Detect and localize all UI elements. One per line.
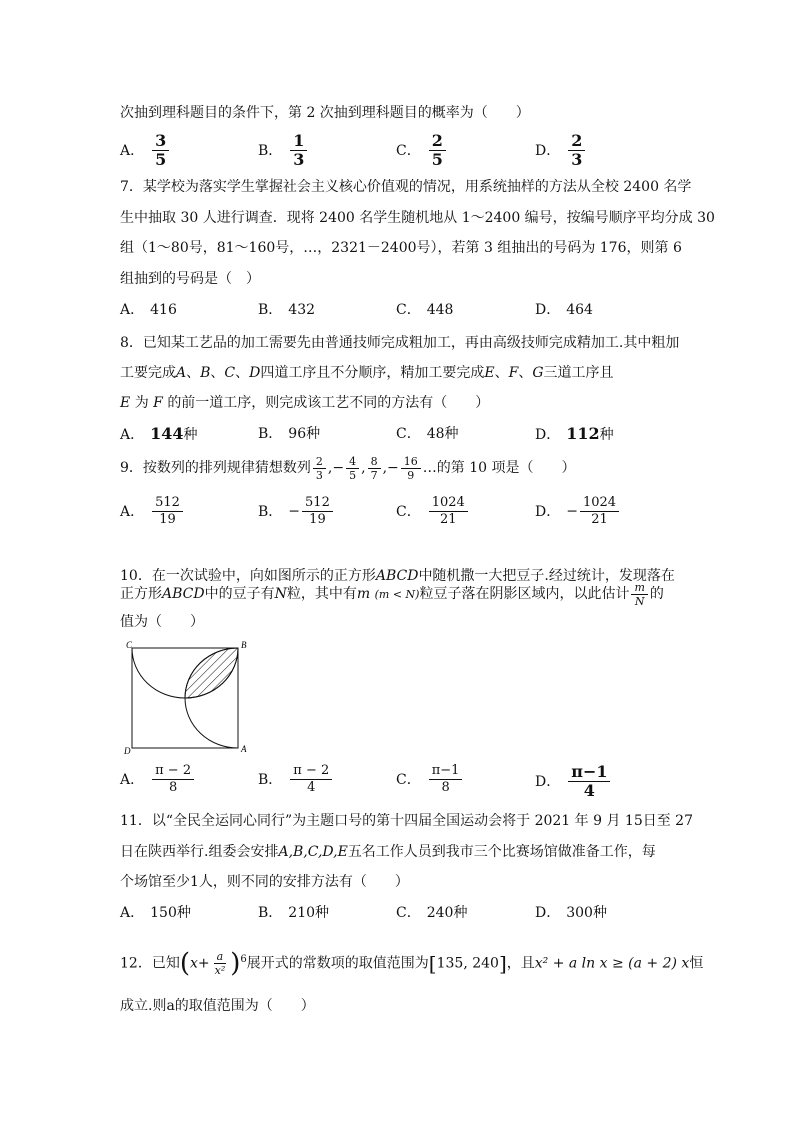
frac-num: 1024 (429, 495, 468, 512)
option-label: A． (120, 905, 145, 921)
q10-text: 粒，其中有 (286, 586, 357, 602)
q11-text: 日在陕西举行.组委会安排 (120, 844, 279, 860)
shaded-lens (185, 648, 238, 698)
q9-option-b[interactable] (258, 495, 335, 528)
q11-text: 五名工作人员到我市三个比赛场馆做准备工作，每 (347, 844, 656, 860)
q6-option-b[interactable] (258, 132, 309, 169)
q7-line-2: 生中抽取 30 人进行调查．现将 2400 名学生随机地从 1～2400 编号，按编号顺序平均分成 30 (120, 210, 715, 226)
q11-option-b[interactable] (258, 903, 329, 923)
plus: + (197, 955, 210, 972)
frac-den: 3 (293, 150, 305, 169)
option-num: 112 (566, 424, 600, 443)
vertex-a: A (241, 744, 247, 754)
var-f: F (153, 395, 163, 411)
frac-den: x² (214, 964, 226, 978)
q10-text: 粒豆子落在阴影区域内，以此估计 (419, 586, 630, 602)
option-text: 464 (566, 302, 593, 318)
q8-option-d[interactable] (535, 424, 614, 445)
q10-option-b[interactable] (258, 763, 334, 796)
q7-line-3: 组（1～80号，81～160号，…，2321－2400号），若第 3 组抽出的号码为 176，则第 6 (120, 240, 682, 256)
q7-option-a[interactable] (120, 300, 177, 320)
q8-text: 的前一道工序，则完成该工艺不同的方法有（ ） (167, 395, 490, 411)
frac-num: 2 (313, 455, 326, 469)
option-label: B． (258, 426, 283, 442)
frac-den: 5 (155, 150, 167, 169)
var-e: E (120, 395, 131, 411)
option-label: A． (120, 142, 145, 159)
option-label: D． (535, 142, 561, 159)
frac-den: 5 (431, 150, 443, 169)
q10-text: 10．在一次试验中，向如图所示的正方形 (120, 568, 376, 584)
paren-open: ( (179, 948, 190, 979)
sep: 、 (210, 365, 225, 381)
q8-line-2 (120, 363, 614, 383)
square-figure (118, 640, 258, 756)
frac-num: π − 2 (152, 763, 194, 780)
q8-option-a[interactable] (120, 424, 198, 445)
option-label: B． (258, 905, 283, 921)
q6-option-c[interactable] (396, 132, 448, 169)
frac-num: π−1 (429, 763, 463, 780)
q9-option-c[interactable] (396, 495, 470, 528)
option-label: B． (258, 503, 283, 520)
var-x: x (189, 955, 198, 972)
frac-den: 21 (439, 512, 457, 527)
q12-text: 展开式的常数项的取值范围为 (246, 955, 429, 972)
option-unit: 种 (444, 426, 459, 442)
q11-option-a[interactable] (120, 903, 191, 923)
q12-line-1 (120, 940, 703, 984)
q7-option-b[interactable] (258, 300, 315, 320)
option-label: C． (396, 302, 421, 318)
option-label: B． (258, 771, 283, 788)
frac-den: 8 (441, 780, 450, 795)
option-text: 432 (288, 302, 316, 318)
option-label: A． (120, 427, 145, 443)
option-label: C． (396, 426, 421, 442)
q8-text: 四道工序且不分顺序，精加工要完成 (260, 365, 485, 381)
option-unit: 种 (306, 426, 321, 442)
vertex-c: C (126, 640, 133, 650)
frac-den: 8 (168, 780, 178, 795)
q9-text: 9．按数列的排列规律猜想数列 (120, 460, 311, 476)
frac-num: 16 (401, 455, 421, 469)
option-text: 300种 (566, 905, 607, 921)
q12-text: ，且 (506, 955, 535, 972)
q11-line-2 (120, 842, 656, 862)
q7-line-1: 7．某学校为落实学生掌握社会主义核心价值观的情况，用系统抽样的方法从全校 2400 名学 (120, 179, 692, 195)
people: A,B,C,D,E (278, 844, 348, 860)
q10-text: 中的豆子有 (204, 586, 275, 602)
sep: 、 (518, 365, 533, 381)
frac-den: 21 (591, 512, 608, 527)
var-abcd: ABCD (162, 586, 205, 602)
q7-line-4: 组抽到的号码是（ ） (120, 271, 260, 287)
frac-den: 19 (159, 512, 176, 527)
seq-sign: , (361, 460, 366, 476)
frac-num: π − 2 (290, 763, 332, 780)
q6-option-d[interactable] (535, 132, 587, 169)
sep: 、 (186, 365, 201, 381)
q10-text: 正方形 (120, 586, 162, 602)
frac-den: 4 (583, 781, 595, 800)
bracket-open: [ (428, 951, 437, 976)
q10-option-a[interactable] (120, 763, 196, 796)
var-abcd: ABCD (375, 568, 419, 584)
inequality: x² + a ln x ≥ (a + 2) x (534, 955, 690, 972)
paren-close: ) (230, 948, 241, 979)
option-text: 416 (150, 302, 177, 318)
q12-text: 12．已知 (120, 955, 180, 972)
q9-line (120, 452, 575, 484)
q11-option-d[interactable] (535, 903, 607, 923)
option-text: 240种 (426, 905, 468, 921)
q10-text: 的 (649, 586, 664, 602)
frac-den: N (634, 594, 645, 608)
frac-num: 8 (368, 455, 381, 469)
frac-num: 1 (290, 132, 307, 151)
q8-option-b[interactable] (258, 424, 320, 444)
option-label: C． (396, 142, 421, 159)
frac-den: 7 (370, 468, 378, 482)
sep: 、 (494, 365, 509, 381)
q7-option-c[interactable] (396, 300, 453, 320)
option-label: C． (396, 503, 421, 520)
frac-num: 3 (152, 132, 169, 151)
frac-num: m (631, 581, 647, 595)
q10-text: 中随机撒一大把豆子.经过统计，发现落在 (418, 568, 675, 584)
var-m: m (356, 586, 371, 602)
q9-option-a[interactable] (120, 495, 185, 528)
exponent: 6 (240, 954, 247, 965)
var-g: G (532, 365, 544, 381)
frac-num: 512 (152, 495, 183, 512)
q9-option-d[interactable] (535, 495, 621, 528)
frac-den: 19 (309, 512, 326, 527)
var-d: D (249, 365, 261, 381)
vertex-d: D (124, 746, 131, 756)
option-unit: 种 (599, 427, 614, 443)
option-sign: − (288, 503, 301, 520)
q6-text: 次抽到理科题目的条件下，第 2 次抽到理科题目的概率为（ ） (120, 105, 530, 121)
var-f: F (508, 365, 519, 381)
option-label: D． (535, 503, 561, 520)
var-e: E (484, 365, 495, 381)
option-num: 48 (426, 426, 445, 442)
option-label: C． (396, 905, 421, 921)
option-num: 96 (288, 426, 307, 442)
q10-option-d[interactable] (535, 763, 612, 800)
frac-den: 5 (349, 468, 357, 482)
option-text: 210种 (288, 905, 330, 921)
vertex-b: B (241, 640, 247, 650)
var-a: A (176, 365, 187, 381)
q11-option-c[interactable] (396, 903, 467, 923)
sep: 、 (235, 365, 250, 381)
frac-num: a (214, 950, 227, 964)
option-label: A． (120, 771, 145, 788)
option-text: 150种 (150, 905, 191, 921)
frac-den: 3 (315, 468, 323, 482)
option-label: C． (396, 771, 421, 788)
q8-text: 工要完成 (120, 365, 176, 381)
option-label: B． (258, 302, 283, 318)
q10-line-2 (120, 578, 664, 611)
q8-text: 为 (134, 395, 149, 411)
option-num: 144 (150, 424, 184, 443)
frac-den: 4 (307, 780, 316, 795)
frac-num: 512 (302, 495, 333, 512)
frac-den: 9 (407, 468, 415, 482)
seq-sign: ,− (382, 460, 399, 476)
bracket-close: ] (498, 951, 507, 976)
q8-text: 三道工序且 (543, 365, 614, 381)
frac-num: 4 (346, 455, 359, 469)
q11-line-1: 11．以“全民全运同心同行”为主题口号的第十四届全国运动会将于 2021 年 9 月 15日至 27 (120, 813, 693, 829)
condition: (m < N) (374, 588, 420, 601)
q10-option-c[interactable] (396, 763, 464, 796)
q8-line-3 (120, 393, 489, 413)
range: 135, 240 (436, 955, 499, 972)
q8-option-c[interactable] (396, 424, 459, 444)
q8-line-1: 8．已知某工艺品的加工需要先由普通技师完成粗加工，再由高级技师完成精加工.其中粗加 (120, 335, 680, 351)
frac-num: π−1 (568, 763, 610, 782)
q10-line-3: 值为（ ） (120, 614, 204, 630)
q6-option-a[interactable] (120, 132, 171, 169)
option-label: A． (120, 503, 145, 520)
option-sign: − (566, 503, 578, 520)
var-b: B (200, 365, 211, 381)
q9-text: …的第 10 项是（ ） (422, 460, 576, 476)
option-label: B． (258, 142, 283, 159)
var-n: N (274, 586, 287, 602)
option-label: D． (535, 773, 561, 790)
frac-num: 2 (568, 132, 585, 151)
var-c: C (224, 365, 236, 381)
seq-sign: ,− (327, 460, 345, 476)
option-text: 448 (426, 302, 454, 318)
frac-den: 3 (571, 150, 583, 169)
q12-line-2: 成立.则a的取值范围为（ ） (120, 998, 315, 1014)
option-label: D． (535, 427, 561, 443)
frac-num: 2 (429, 132, 446, 151)
frac-num: 1024 (580, 495, 619, 512)
q7-option-d[interactable] (535, 300, 593, 320)
q12-text: 恒 (689, 955, 704, 972)
option-label: D． (535, 905, 561, 921)
option-label: D． (535, 302, 561, 318)
option-label: A． (120, 302, 145, 318)
q11-line-3: 个场馆至少1人，则不同的安排方法有（ ） (120, 874, 409, 890)
option-unit: 种 (183, 427, 198, 443)
